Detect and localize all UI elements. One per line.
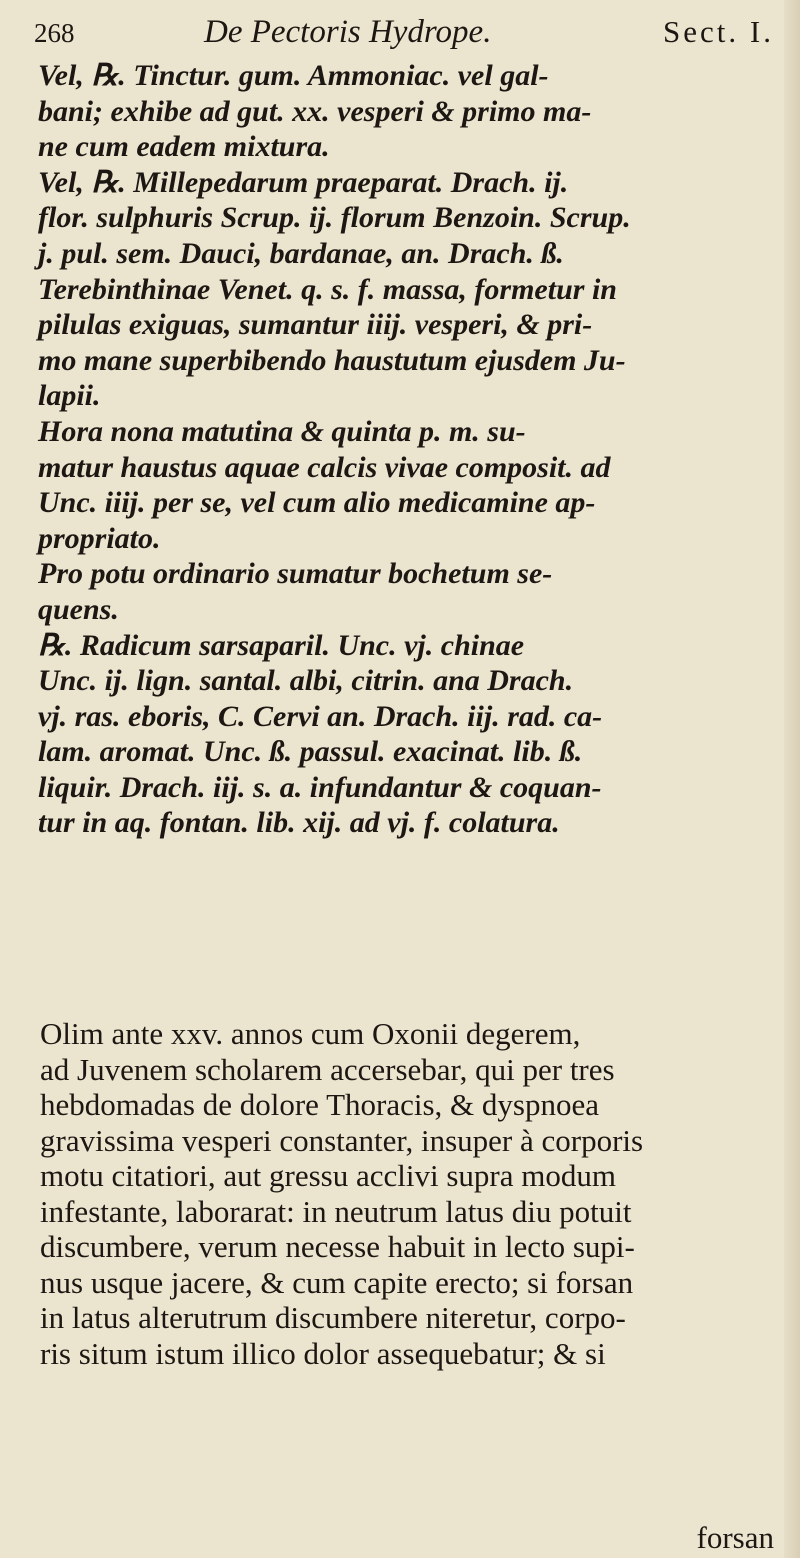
text-line: lam. aromat. Unc. ß. passul. exacinat. lib. ß. <box>38 735 583 769</box>
text-line: pilulas exiguas, sumantur iiij. vesperi, & pri- <box>38 308 593 342</box>
text-line: in latus alterutrum discumbere niteretur, corpo- <box>40 1300 626 1335</box>
text-line: Terebinthinae Venet. q. s. f. massa, formetur in <box>38 272 617 306</box>
text-line: liquir. Drach. iij. s. a. infundantur & coquan- <box>38 770 602 804</box>
catchword: forsan <box>696 1520 774 1555</box>
text-line: ne cum eadem mixtura. <box>38 130 330 164</box>
text-line: Olim ante xxv. annos cum Oxonii degerem, <box>40 1016 581 1051</box>
text-line: ris situm istum illico dolor assequebatur; & si <box>40 1335 606 1371</box>
text-line: hebdomadas de dolore Thoracis, & dyspnoea <box>40 1087 599 1122</box>
text-line: discumbere, verum necesse habuit in lecto supi- <box>40 1229 635 1264</box>
prescription-block <box>38 58 773 841</box>
text-line: Vel, ℞. Millepedarum praeparat. Drach. ij. <box>38 165 569 199</box>
page-number: 268 <box>34 18 75 48</box>
text-line: gravissima vesperi constanter, insuper à corporis <box>40 1122 644 1158</box>
text-line: matur haustus aquae calcis vivae composit. ad <box>38 450 611 484</box>
text-line: tur in aq. fontan. lib. xij. ad vj. f. colatura. <box>38 806 560 840</box>
running-head <box>34 14 780 54</box>
text-line: motu citatiori, aut gressu acclivi supra modum <box>40 1158 616 1193</box>
text-line: lapii. <box>38 379 101 413</box>
text-line: ad Juvenem scholarem accersebar, qui per tres <box>40 1051 615 1087</box>
text-line: nus usque jacere, & cum capite erecto; si forsan <box>40 1264 634 1300</box>
text-line: Hora nona matutina & quinta p. m. su- <box>38 414 526 448</box>
text-line: ℞. Radicum sarsaparil. Unc. vj. chinae <box>38 628 525 662</box>
text-line: Unc. ij. lign. santal. albi, citrin. ana Drach. <box>38 664 574 698</box>
text-line: flor. sulphuris Scrup. ij. florum Benzoin. Scrup. <box>38 201 631 235</box>
text-line: Unc. iiij. per se, vel cum alio medicamine ap- <box>38 486 596 520</box>
text-line: j. pul. sem. Dauci, bardanae, an. Drach. ß. <box>38 236 564 270</box>
text-line: Pro potu ordinario sumatur bochetum se- <box>38 557 553 591</box>
text-line: quens. <box>38 592 119 626</box>
running-title: De Pectoris Hydrope. <box>204 14 492 50</box>
section-label: Sect. I. <box>663 14 774 49</box>
text-line: Vel, ℞. Tinctur. gum. Ammoniac. vel gal- <box>38 59 549 92</box>
text-line: mo mane superbibendo haustutum ejusdem Ju- <box>38 343 626 377</box>
text-line: propriato. <box>38 521 161 555</box>
case-history-paragraph <box>40 1016 775 1371</box>
text-line: infestante, laborarat: in neutrum latus diu potuit <box>40 1193 632 1229</box>
text-line: vj. ras. eboris, C. Cervi an. Drach. iij. rad. ca- <box>38 699 603 733</box>
text-line: bani; exhibe ad gut. xx. vesperi & primo ma- <box>38 94 592 128</box>
